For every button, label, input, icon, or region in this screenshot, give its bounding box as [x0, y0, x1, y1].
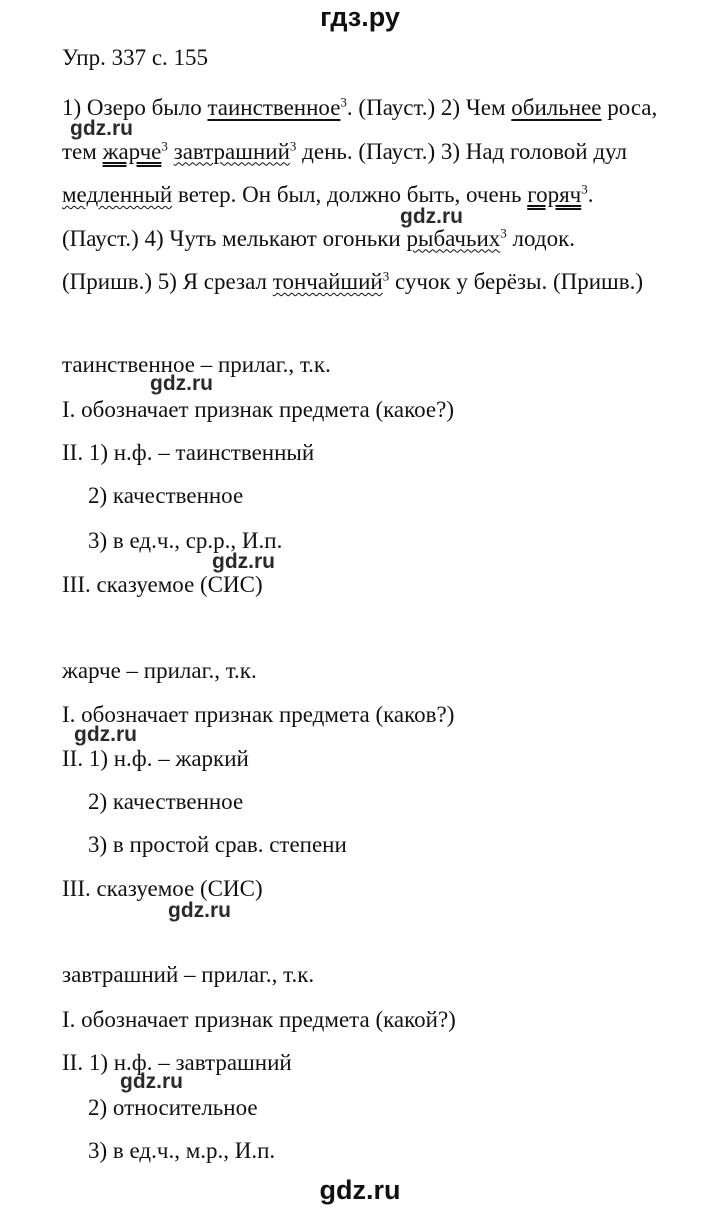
site-footer: gdz.ru [319, 1175, 401, 1205]
analysis-3-point-ii-3: 3) в ед.ч., м.р., И.п. [88, 1138, 276, 1163]
text-line-5: (Пришв.) 5) Я срезал тончайший$^3$ сучок у берёзы. (Пришв.) [62, 268, 644, 294]
text-line-2: тем жарче$^3$ завтрашний$^3$ день. (Пауст.) 3) Над головой дул [62, 137, 628, 164]
text-line-4: (Пауст.) 4) Чуть мелькают огоньки рыбачьих$^3$ лодок. [62, 224, 575, 251]
word-rybachikh: рыбачьих [406, 225, 501, 251]
watermark: gdz.ru [400, 205, 463, 228]
analysis-3-heading: завтрашний – прилаг., т.к. [62, 962, 315, 987]
word-tonchayshiy: тончайший [272, 269, 383, 294]
word-tainstvennoe: таинственное [207, 95, 341, 120]
exercise-text [62, 86, 690, 304]
text-line-3: медленный ветер. Он был, должно быть, очень горяч$^3$. [62, 181, 594, 207]
analysis-3-point-ii-2: 2) относительное [88, 1095, 258, 1120]
analysis-3-point-i: I. обозначает признак предмета (какой?) [62, 1007, 456, 1032]
word-zharche: жарче [102, 138, 162, 164]
text-line-1: 1) Озеро было таинственное$^3$. (Пауст.) 2) Чем обильнее роса, [62, 94, 658, 120]
site-header: гдз.ру [320, 2, 400, 32]
watermark: gdz.ru [150, 372, 213, 395]
watermark: gdz.ru [74, 723, 137, 746]
analysis-2-point-ii-3: 3) в простой срав. степени [88, 832, 347, 857]
word-medlenny: медленный [62, 182, 173, 207]
watermark: gdz.ru [168, 899, 231, 922]
analysis-1-point-ii-1: II. 1) н.ф. – таинственный [62, 440, 315, 465]
analysis-2-point-iii: III. сказуемое (СИС) [62, 876, 263, 901]
analysis-1-point-i: I. обозначает признак предмета (какое?) [62, 397, 454, 422]
word-obilnee: обильнее [511, 95, 602, 120]
analysis-3-point-ii-1: II. 1) н.ф. – завтрашний [62, 1050, 292, 1075]
analysis-1-point-ii-3: 3) в ед.ч., ср.р., И.п. [88, 528, 283, 553]
watermark: gdz.ru [120, 1070, 183, 1093]
analysis-2-point-i: I. обозначает признак предмета (каков?) [62, 702, 455, 727]
watermark: gdz.ru [70, 117, 133, 140]
analysis-1-point-ii-2: 2) качественное [88, 483, 244, 508]
analysis-2-point-ii-2: 2) качественное [88, 789, 244, 814]
watermark: gdz.ru [212, 550, 275, 573]
word-zavtrashniy: завтрашний [173, 138, 290, 164]
word-goryach: горяч [527, 182, 582, 207]
exercise-title: Упр. 337 с. 155 [62, 45, 209, 70]
analysis-1-point-iii: III. сказуемое (СИС) [62, 572, 263, 597]
analysis-2-heading: жарче – прилаг., т.к. [62, 658, 257, 683]
analysis-1-heading: таинственное – прилаг., т.к. [62, 352, 331, 377]
analysis-2-point-ii-1: II. 1) н.ф. – жаркий [62, 746, 249, 771]
